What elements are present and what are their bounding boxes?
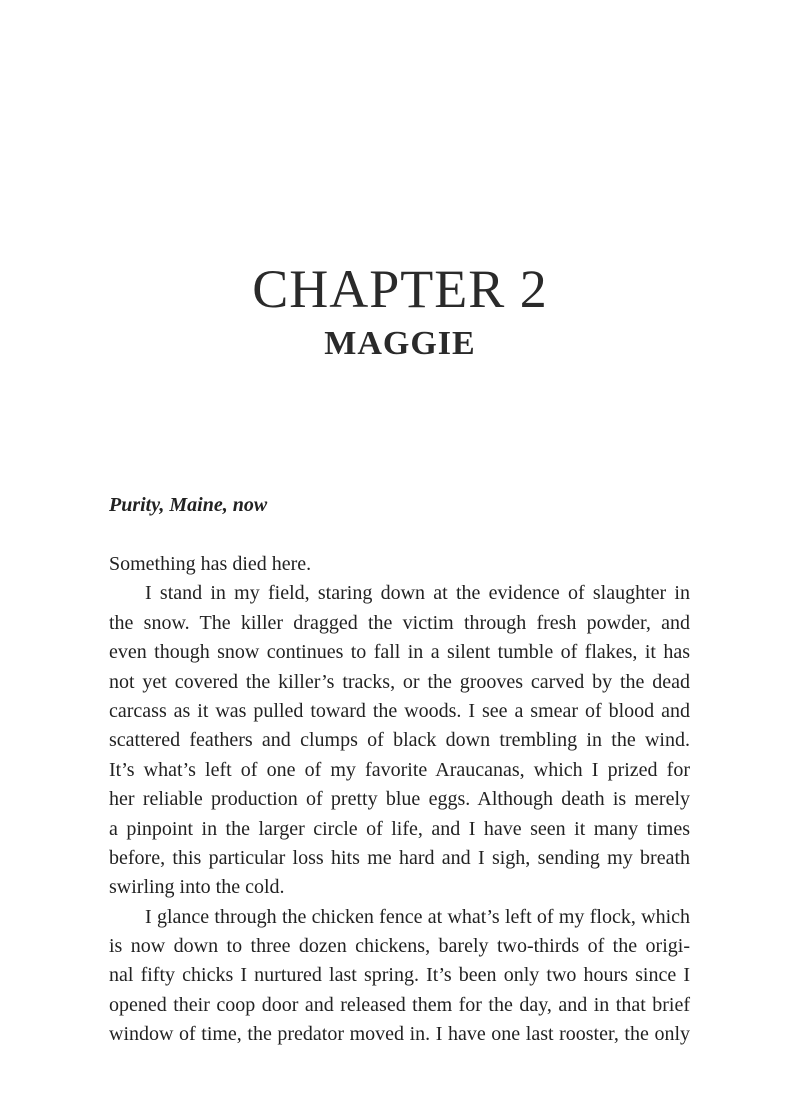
text-line: carcass as it was pulled toward the woods. I see a smear of blood and — [109, 699, 690, 722]
text-line: nal fifty chicks I nurtured last spring. It’s been only two hours since I — [109, 964, 690, 987]
chapter-subtitle: MAGGIE — [324, 325, 476, 362]
text-line: a pinpoint in the larger circle of life, and I have seen it many times — [109, 817, 690, 840]
text-line: Something has died here. — [109, 553, 312, 575]
text-line: opened their coop door and released them for the day, and in that brief — [109, 993, 690, 1016]
chapter-title: CHAPTER 2 — [252, 259, 548, 319]
paragraph — [109, 579, 690, 902]
paragraph — [109, 550, 690, 579]
text-line: before, this particular loss hits me hard and I sigh, sending my breath — [109, 846, 690, 869]
text-line: is now down to three dozen chickens, barely two-thirds of the origi- — [109, 935, 690, 958]
text-line: the snow. The killer dragged the victim through fresh powder, and — [109, 611, 690, 634]
text-line: It’s what’s left of one of my favorite Araucanas, which I prized for — [109, 758, 690, 781]
text-line: swirling into the cold. — [109, 876, 285, 899]
text-line: I glance through the chicken fence at what’s left of my flock, which — [145, 905, 690, 928]
text-line: her reliable production of pretty blue eggs. Although death is merely — [109, 788, 690, 811]
paragraph — [109, 903, 690, 1050]
dateline: Purity, Maine, now — [109, 494, 268, 516]
text-line: window of time, the predator moved in. I have one last rooster, the only — [109, 1023, 690, 1046]
chapter-body — [109, 550, 690, 1050]
text-line: scattered feathers and clumps of black down trembling in the wind. — [109, 729, 690, 752]
text-line: not yet covered the killer’s tracks, or the grooves carved by the dead — [109, 670, 690, 693]
text-line: even though snow continues to fall in a silent tumble of flakes, it has — [109, 641, 690, 664]
text-line: I stand in my field, staring down at the evidence of slaughter in — [145, 582, 690, 605]
